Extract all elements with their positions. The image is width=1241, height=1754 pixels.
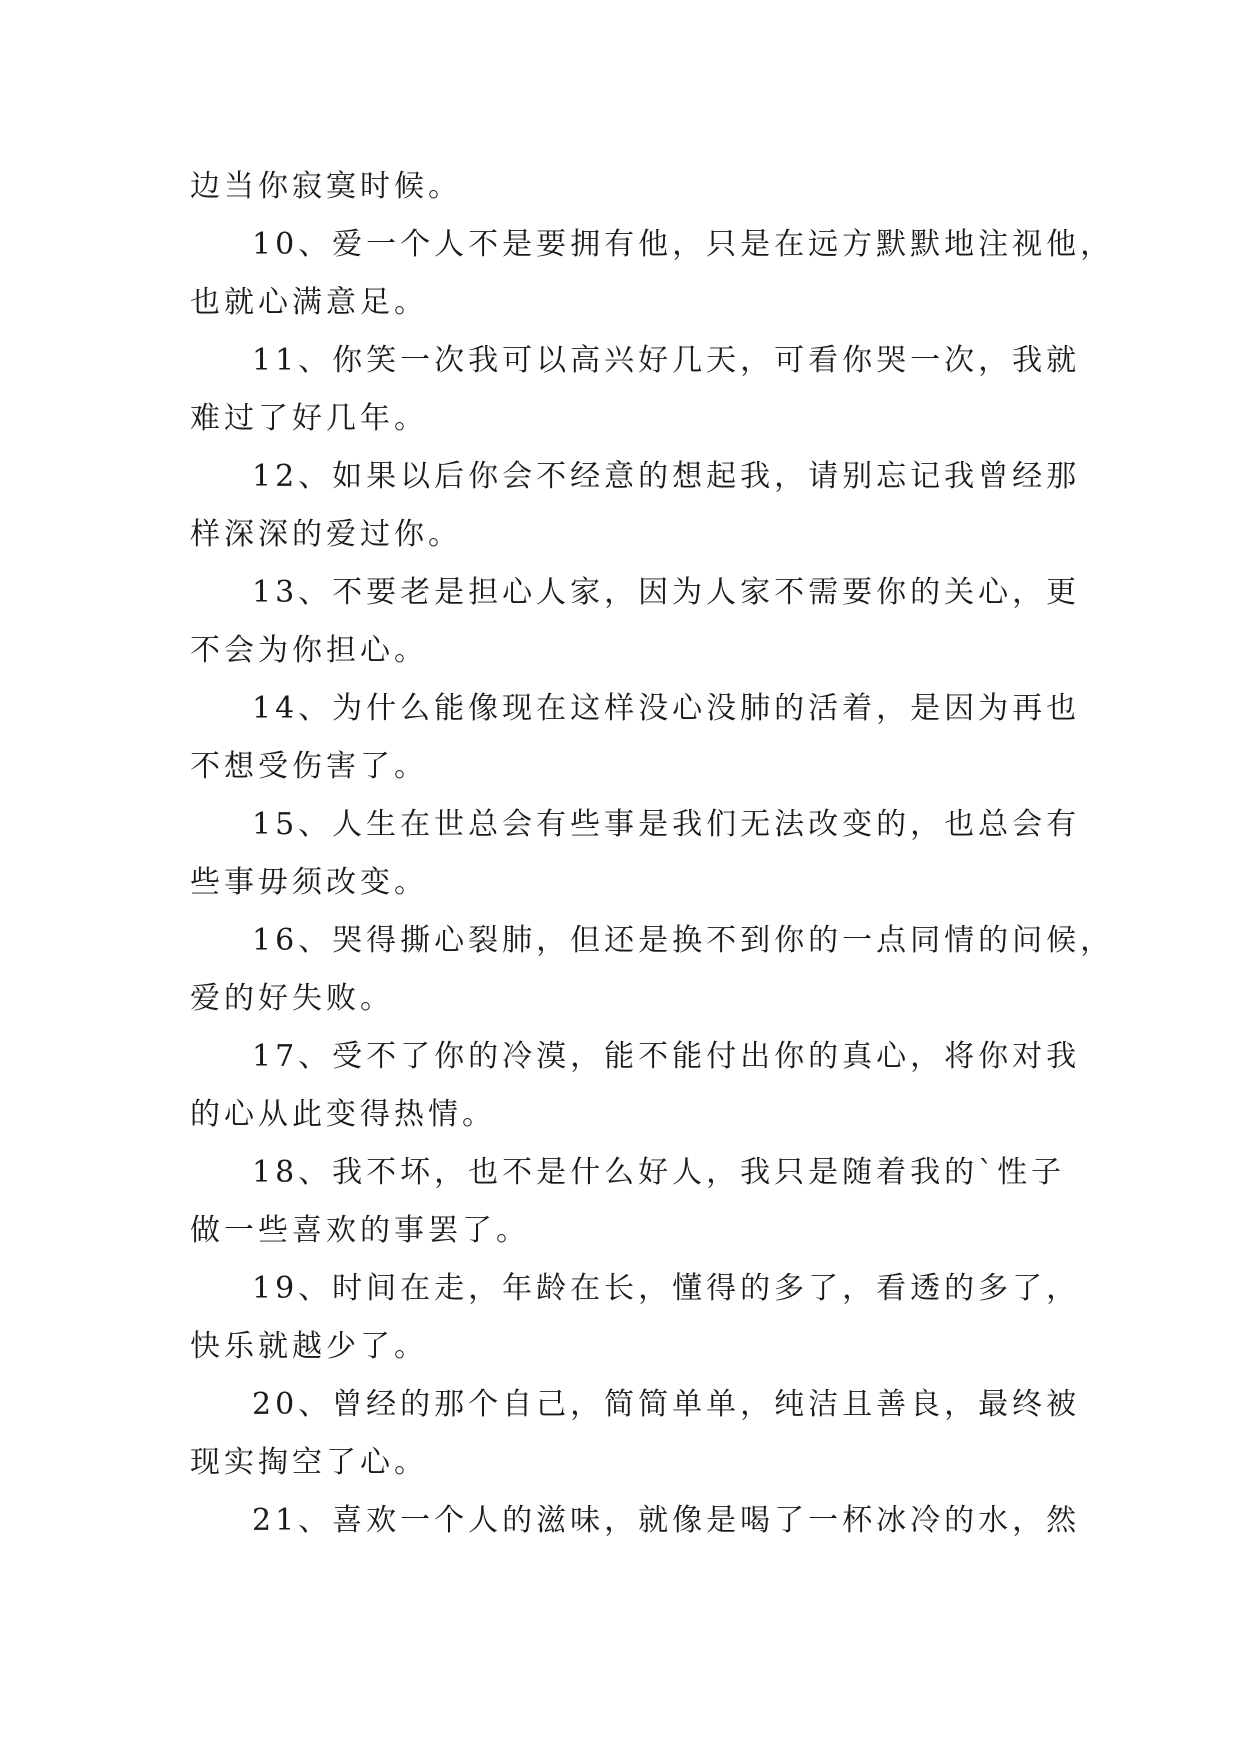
text-line: 11、你笑一次我可以高兴好几天，可看你哭一次，我就 — [252, 343, 1081, 378]
text-line: 样深深的爱过你。 — [190, 517, 462, 552]
text-line: 15、人生在世总会有些事是我们无法改变的，也总会有 — [252, 807, 1081, 842]
body-text — [190, 158, 1115, 1550]
text-line: 13、不要老是担心人家，因为人家不需要你的关心，更 — [252, 575, 1081, 610]
text-line: 18、我不坏，也不是什么好人，我只是随着我的`性子 — [252, 1155, 1066, 1190]
text-line: 14、为什么能像现在这样没心没肺的活着，是因为再也 — [252, 691, 1081, 726]
text-line: 爱的好失败。 — [190, 981, 394, 1016]
text-line: 17、受不了你的冷漠，能不能付出你的真心，将你对我 — [252, 1039, 1081, 1074]
text-line: 难过了好几年。 — [190, 401, 428, 436]
text-line: 的心从此变得热情。 — [190, 1097, 496, 1132]
text-line: 些事毋须改变。 — [190, 865, 428, 900]
text-line: 现实掏空了心。 — [190, 1445, 428, 1480]
text-line: 12、如果以后你会不经意的想起我，请别忘记我曾经那 — [252, 459, 1081, 494]
text-line: 不会为你担心。 — [190, 633, 428, 668]
text-line: 也就心满意足。 — [190, 285, 428, 320]
text-line: 10、爱一个人不是要拥有他，只是在远方默默地注视他， — [252, 227, 1115, 262]
text-line: 快乐就越少了。 — [190, 1329, 428, 1364]
text-line: 16、哭得撕心裂肺，但还是换不到你的一点同情的问候， — [252, 923, 1115, 958]
text-line: 不想受伤害了。 — [190, 749, 428, 784]
text-line: 19、时间在走，年龄在长，懂得的多了，看透的多了， — [252, 1271, 1081, 1306]
text-line: 做一些喜欢的事罢了。 — [190, 1213, 530, 1248]
text-line: 边当你寂寞时候。 — [190, 169, 462, 204]
text-line: 20、曾经的那个自己，简简单单，纯洁且善良，最终被 — [252, 1387, 1081, 1422]
text-line: 21、喜欢一个人的滋味，就像是喝了一杯冰冷的水，然 — [252, 1503, 1081, 1538]
